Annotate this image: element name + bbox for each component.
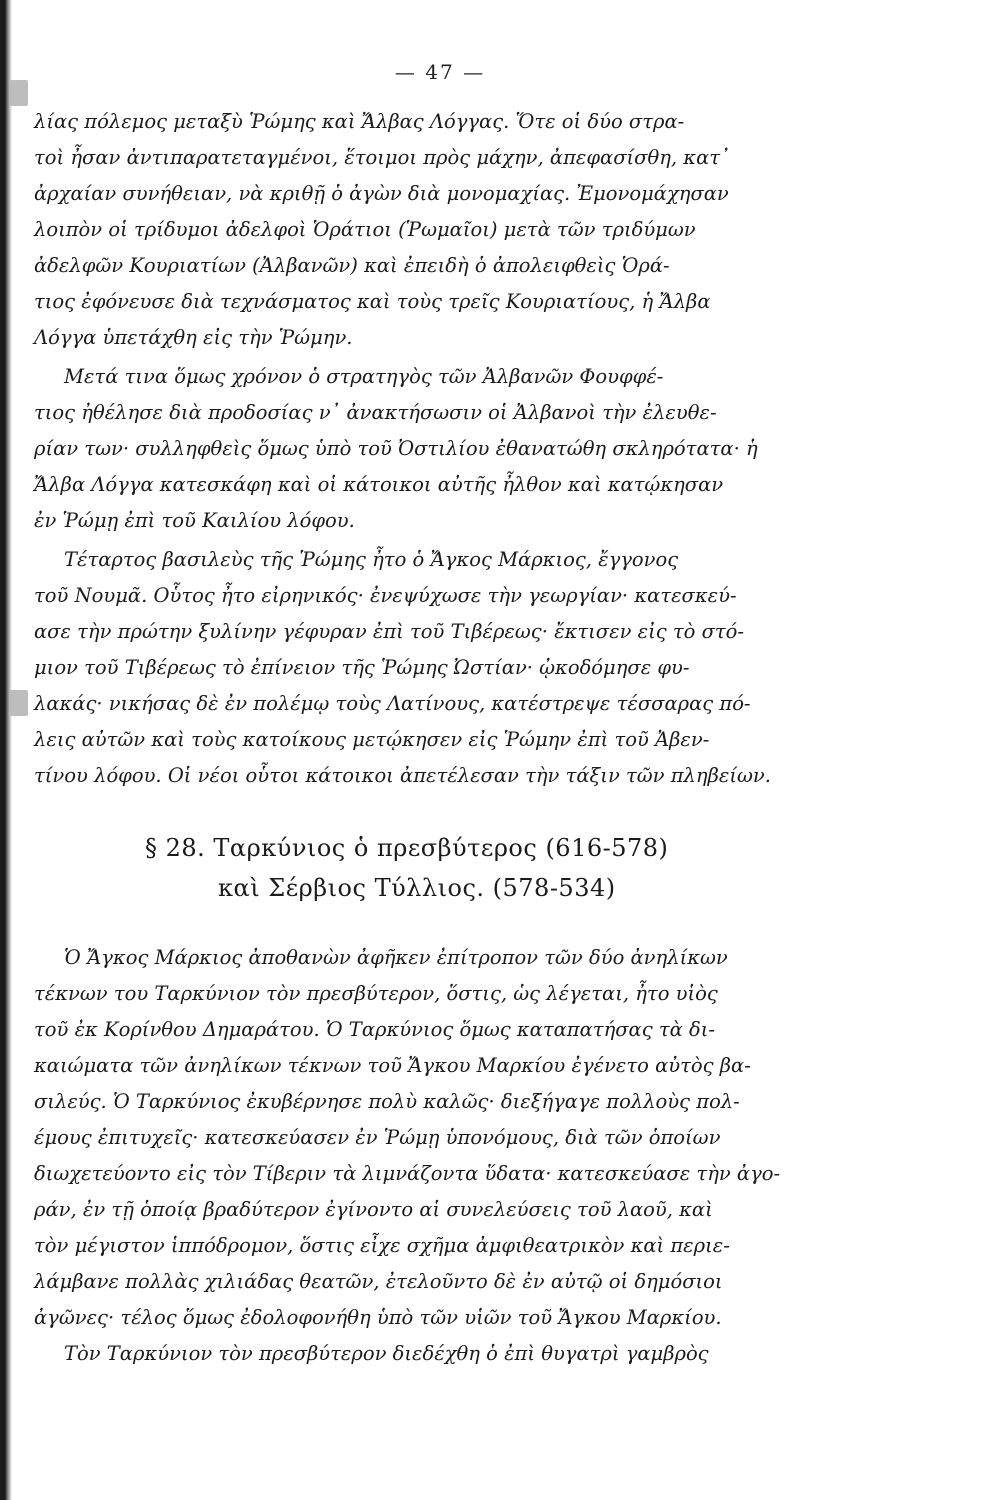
text-line: τοὶ ἦσαν ἀντιπαρατεταγμένοι, ἕτοιμοι πρὸς μάχην, ἀπεφασίσθη, κατ᾽	[34, 146, 730, 169]
text-line: Λόγγα ὑπετάχθη εἰς τὴν Ῥώμην.	[34, 326, 353, 349]
text-line: ἀρχαίαν συνήθειαν, νὰ κριθῇ ὁ ἀγὼν διὰ μονομαχίας. Ἐμονομάχησαν	[34, 182, 729, 205]
text-line: τοῦ Νουμᾶ. Οὗτος ἦτο εἰρηνικός· ἐνεψύχωσε τὴν γεωργίαν· κατεσκεύ-	[34, 584, 737, 607]
text-line: μιον τοῦ Τιβέρεως τὸ ἐπίνειον τῆς Ῥώμης Ὠστίαν· ᾠκοδόμησε φυ-	[34, 656, 690, 679]
page-number: — 47 —	[394, 60, 486, 84]
text-line: λοιπὸν οἱ τρίδυμοι ἀδελφοὶ Ὁράτιοι (Ῥωμαῖοι) μετὰ τῶν τριδύμων	[34, 218, 696, 241]
text-line: λίας πόλεμος μεταξὺ Ῥώμης καὶ Ἄλβας Λόγγας. Ὅτε οἱ δύο στρα-	[34, 110, 685, 133]
text-line: λακάς· νικήσας δὲ ἐν πολέμῳ τοὺς Λατίνους, κατέστρεψε τέσσαρας πό-	[34, 692, 751, 715]
section-heading: καὶ Σέρβιος Τύλλιος. (578-534)	[218, 874, 616, 902]
text-line: ασε τὴν πρώτην ξυλίνην γέφυραν ἐπὶ τοῦ Τιβέρεως· ἔκτισεν εἰς τὸ στό-	[34, 620, 745, 643]
text-line: τίνου λόφου. Οἱ νέοι οὗτοι κάτοικοι ἀπετέλεσαν τὴν τάξιν τῶν πληβείων.	[34, 764, 771, 787]
text-line: διωχετεύοντο εἰς τὸν Τίβεριν τὰ λιμνάζοντα ὕδατα· κατεσκεύασε τὴν ἀγο-	[34, 1162, 781, 1185]
text-line: λάμβανε πολλὰς χιλιάδας θεατῶν, ἐτελοῦντο δὲ ἐν αὐτῷ οἱ δημόσιοι	[34, 1270, 723, 1293]
text-line: Ἄλβα Λόγγα κατεσκάφη καὶ οἱ κάτοικοι αὐτῆς ἦλθον καὶ κατῴκησαν	[34, 473, 724, 496]
section-heading: § 28. Ταρκύνιος ὁ πρεσβύτερος (616-578)	[145, 834, 669, 862]
text-line: Τέταρτος βασιλεὺς τῆς Ῥώμης ἦτο ὁ Ἄγκος Μάρκιος, ἔγγονος	[64, 548, 679, 571]
text-line: έμους ἐπιτυχεῖς· κατεσκεύασεν ἐν Ῥώμῃ ὑπονόμους, διὰ τῶν ὁποίων	[34, 1126, 721, 1149]
text-line: τιος ἠθέλησε διὰ προδοσίας ν᾽ ἀνακτήσωσιν οἱ Ἀλβανοὶ τὴν ἐλευθε-	[34, 401, 717, 424]
text-line: τοῦ ἐκ Κορίνθου Δημαράτου. Ὁ Ταρκύνιος ὅμως καταπατήσας τὰ δι-	[34, 1018, 715, 1041]
book-gutter	[0, 0, 12, 1500]
text-line: τέκνων του Ταρκύνιον τὸν πρεσβύτερον, ὅστις, ὡς λέγεται, ἦτο υἱὸς	[34, 982, 718, 1005]
text-line: Τὸν Ταρκύνιον τὸν πρεσβύτερον διεδέχθη ὁ ἐπὶ θυγατρὶ γαμβρὸς	[64, 1342, 709, 1365]
text-line: σιλεύς. Ὁ Ταρκύνιος ἐκυβέρνησε πολὺ καλῶς· διεξήγαγε πολλοὺς πολ-	[34, 1090, 740, 1113]
text-line: Μετά τινα ὅμως χρόνον ὁ στρατηγὸς τῶν Ἀλβανῶν Φουφφέ-	[64, 365, 664, 388]
text-line: τιος ἐφόνευσε διὰ τεχνάσματος καὶ τοὺς τρεῖς Κουριατίους, ἡ Ἄλβα	[34, 290, 711, 313]
text-line: ἐν Ῥώμῃ ἐπὶ τοῦ Καιλίου λόφου.	[34, 509, 355, 532]
text-line: ράν, ἐν τῇ ὁποίᾳ βραδύτερον ἐγίνοντο αἱ συνελεύσεις τοῦ λαοῦ, καὶ	[34, 1198, 713, 1221]
text-line: λεις αὐτῶν καὶ τοὺς κατοίκους μετῴκησεν εἰς Ῥώμην ἐπὶ τοῦ Ἀβεν-	[34, 728, 710, 751]
gutter-mark	[10, 690, 28, 716]
text-line: ρίαν των· συλληφθεὶς ὅμως ὑπὸ τοῦ Ὀστιλίου ἐθανατώθη σκληρότατα· ἡ	[34, 437, 758, 460]
text-line: ἀδελφῶν Κουριατίων (Ἀλβανῶν) καὶ ἐπειδὴ ὁ ἀπολειφθεὶς Ὁρά-	[34, 254, 670, 277]
text-line: ἀγῶνες· τέλος ὅμως ἐδολοφονήθη ὑπὸ τῶν υἱῶν τοῦ Ἄγκου Μαρκίου.	[34, 1306, 722, 1329]
text-line: καιώματα τῶν ἀνηλίκων τέκνων τοῦ Ἄγκου Μαρκίου ἐγένετο αὐτὸς βα-	[34, 1054, 751, 1077]
text-line: τὸν μέγιστον ἱππόδρομον, ὅστις εἶχε σχῆμα ἀμφιθεατρικὸν καὶ περιε-	[34, 1234, 730, 1257]
text-line: Ὁ Ἄγκος Μάρκιος ἀποθανὼν ἀφῆκεν ἐπίτροπον τῶν δύο ἀνηλίκων	[64, 946, 728, 969]
